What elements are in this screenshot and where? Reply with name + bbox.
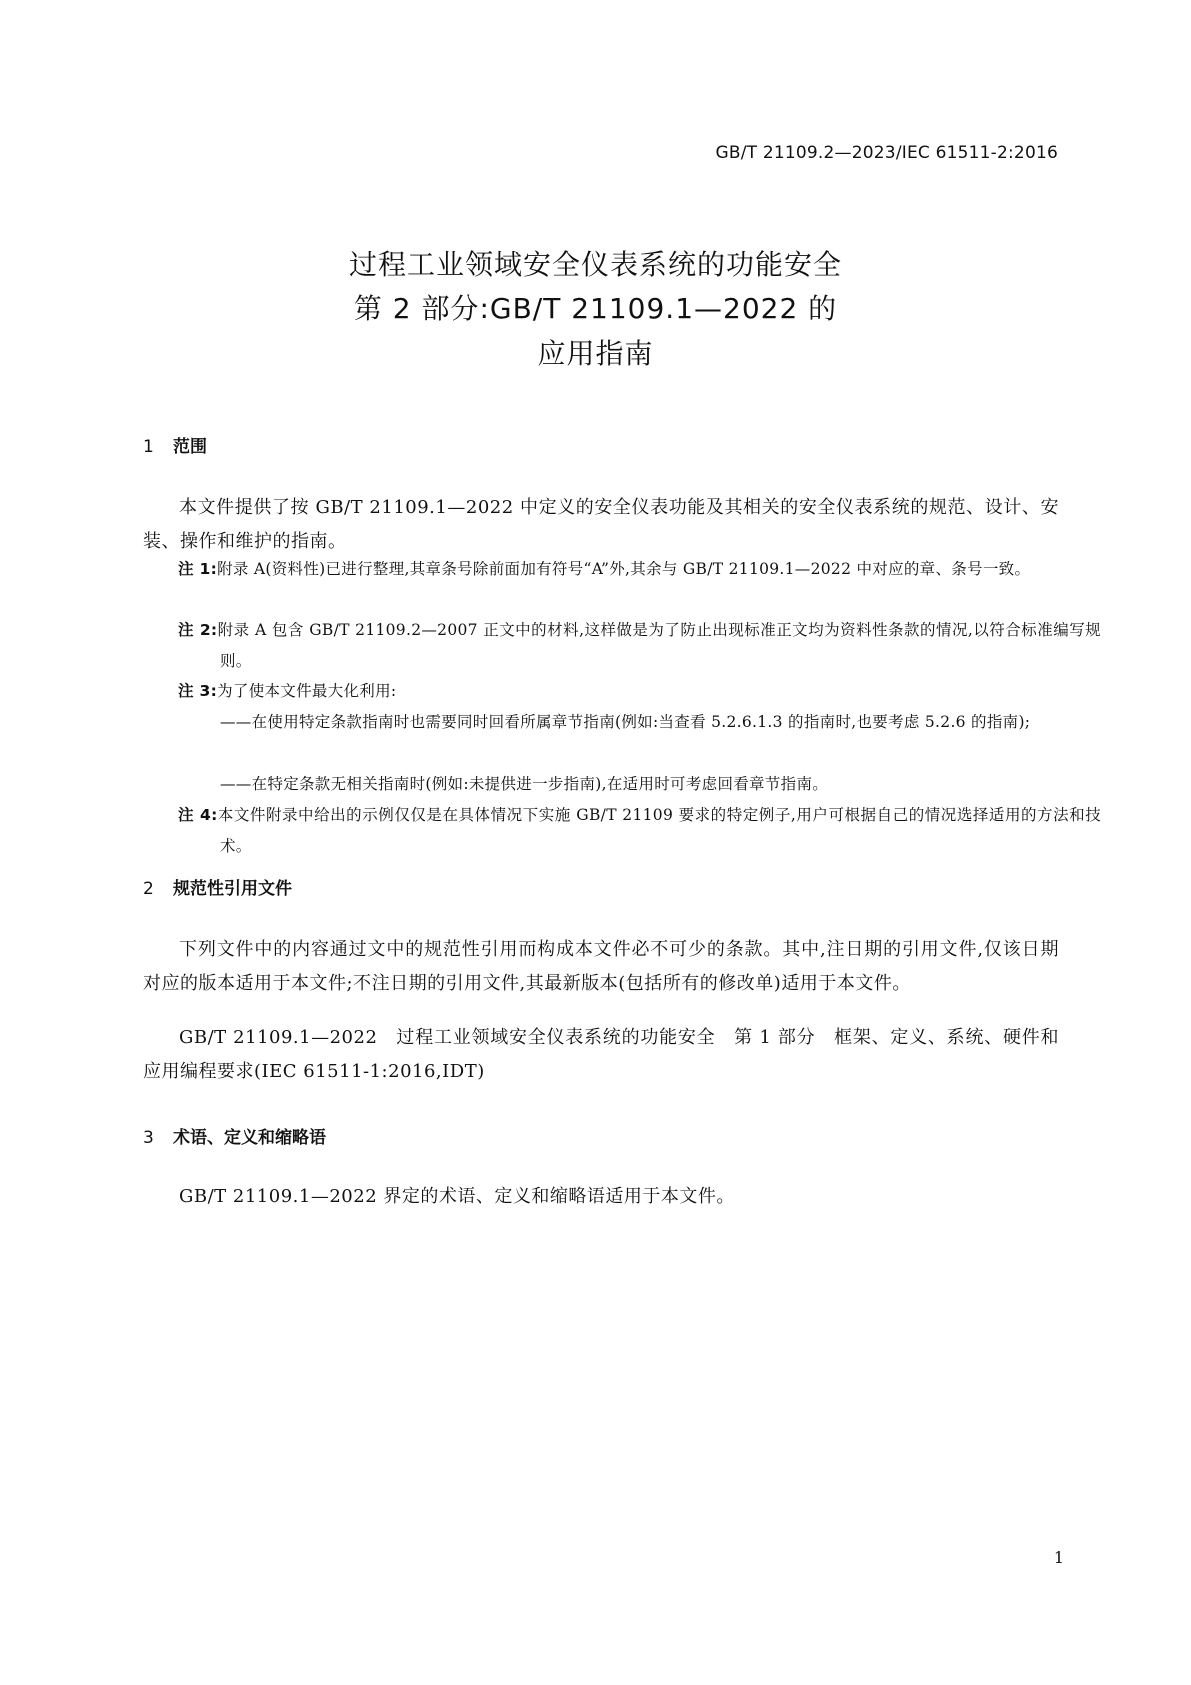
section-heading-normative-references [143, 874, 292, 899]
note-label: 注 3: [178, 682, 218, 700]
section-heading-terms-definitions [143, 1123, 326, 1148]
section-title: 术语、定义和缩略语 [173, 1128, 326, 1148]
section-number: 1 [143, 437, 154, 457]
note-text: 附录 A 包含 GB/T 21109.2—2007 正文中的材料,这样做是为了防止出现标准正文均为资料性条款的情况,以符合标准编写规则。 [217, 621, 1101, 670]
note-label: 注 1: [178, 560, 218, 578]
note-text: 为了使本文件最大化利用: [217, 682, 397, 700]
document-title-line-1: 过程工业领域安全仪表系统的功能安全 [348, 248, 842, 281]
page-number: 1 [1053, 1548, 1064, 1567]
reference-entry: GB/T 21109.1—2022 过程工业领域安全仪表系统的功能安全 第 1 部分 框架、定义、系统、硬件和应用编程要求(IEC 61511-1:2016,IDT) [143, 1027, 1059, 1082]
section-title: 范围 [173, 437, 207, 457]
normative-references-paragraph: 下列文件中的内容通过文中的规范性引用而构成本文件必不可少的条款。其中,注日期的引用文件,仅该日期对应的版本适用于本文件;不注日期的引用文件,其最新版本(包括所有的修改单)适用于本文件。 [143, 939, 1059, 994]
standard-code: GB/T 21109.2—2023/IEC 61511-2:2016 [715, 143, 1058, 163]
dash-list-item: ——在使用特定条款指南时也需要同时回看所属章节指南(例如:当查看 5.2.6.1.3 的指南时,也要考虑 5.2.6 的指南); [220, 713, 1031, 731]
document-title-line-3: 应用指南 [537, 337, 654, 370]
dash-list-item: ——在特定条款无相关指南时(例如:未提供进一步指南),在适用时可考虑回看章节指南。 [220, 775, 829, 793]
note-3 [178, 676, 1101, 707]
note-label: 注 2: [178, 621, 218, 639]
note-1 [178, 554, 1101, 585]
section-number: 2 [143, 879, 154, 899]
note-text: 本文件附录中给出的示例仅仅是在具体情况下实施 GB/T 21109 要求的特定例子,用户可根据自己的情况选择适用的方法和技术。 [217, 806, 1101, 855]
terms-paragraph: GB/T 21109.1—2022 界定的术语、定义和缩略语适用于本文件。 [179, 1186, 735, 1207]
scope-paragraph: 本文件提供了按 GB/T 21109.1—2022 中定义的安全仪表功能及其相关的安全仪表系统的规范、设计、安装、操作和维护的指南。 [143, 497, 1059, 552]
note-2 [178, 615, 1101, 677]
note-4 [178, 800, 1101, 862]
section-number: 3 [143, 1128, 154, 1148]
section-heading-scope [143, 432, 207, 457]
note-label: 注 4: [178, 806, 218, 824]
note-text: 附录 A(资料性)已进行整理,其章条号除前面加有符号“A”外,其余与 GB/T 21109.1—2022 中对应的章、条号一致。 [217, 560, 1031, 578]
section-title: 规范性引用文件 [173, 879, 292, 899]
document-title-line-2: 第 2 部分:GB/T 21109.1—2022 的 [353, 292, 838, 325]
